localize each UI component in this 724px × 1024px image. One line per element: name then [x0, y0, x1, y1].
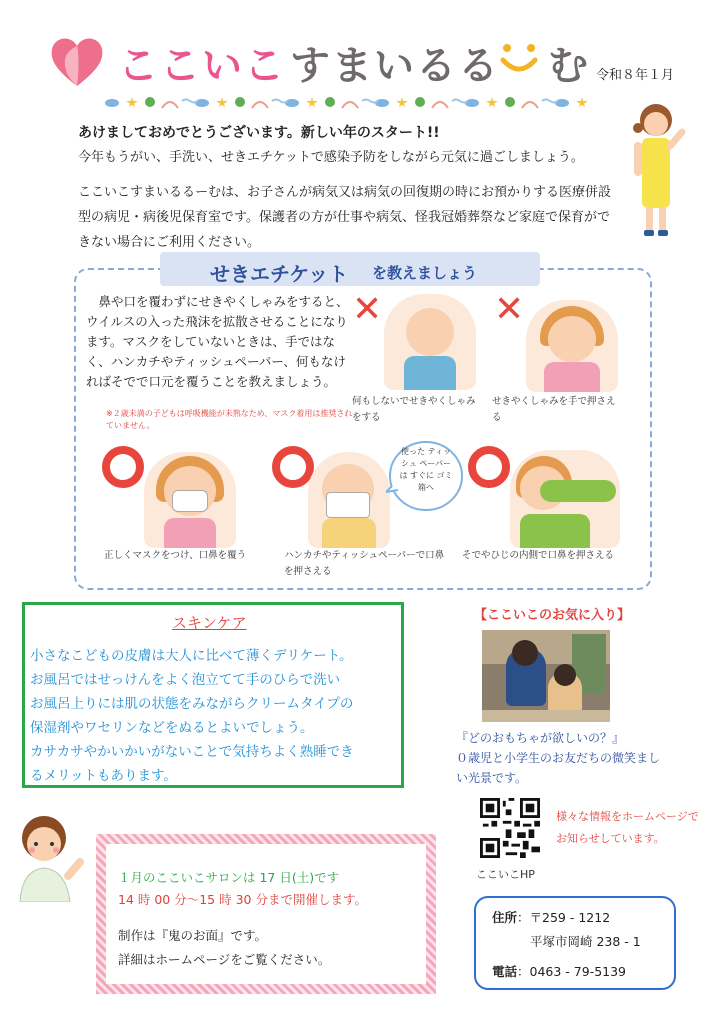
caption-good-3: そでやひじの内側で口鼻を押さえる — [462, 550, 615, 561]
intro-paragraph: ここいこすまいるるーむは、お子さんが病気又は病気の回復期の時にお預かりする医療併設型の病児・病後児保育室です。保護者の方が仕事や病気、怪我冠婚葬祭など家庭で保育ができない場合にご利用ください。 — [78, 185, 612, 250]
skincare-title: スキンケア — [172, 614, 247, 632]
phone-label: 電話 — [492, 964, 518, 979]
address-line — [492, 908, 610, 926]
sleeve-covering-child-illustration — [510, 450, 620, 548]
circle-mark-icon — [272, 446, 314, 488]
homepage-text: 様々な情報をホームページでお知らせしています。 — [556, 810, 699, 845]
skincare-line: お風呂ではせっけんをよく泡立てて手のひらで洗い — [30, 672, 341, 688]
issue-date: 令和８年１月 — [596, 68, 675, 83]
woman-waving-illustration-icon — [14, 812, 88, 902]
caption-good-1: 正しくマスクをつけ、口鼻を覆う — [104, 550, 247, 561]
decorative-border-icon — [104, 96, 604, 110]
greeting-text: 今年もうがい、手洗い、せきエチケットで感染予防をしながら元気に過ごしましょう。 — [78, 150, 584, 165]
etiquette-subtitle: を教えましょう — [372, 264, 478, 282]
handkerchief-child-illustration — [308, 452, 390, 548]
skincare-line: 小さなこどもの皮膚は大人に比べて薄くデリケート。 — [30, 648, 353, 664]
salon-details: 詳細はホームページをご覧ください。 — [118, 952, 331, 967]
favorite-caption-title: 『どのおもちゃが欲しいの？』 — [456, 731, 625, 745]
greeting-headline: あけましておめでとうございます。新しい年のスタート!! — [78, 125, 440, 141]
caption-good-2: ハンカチやティッシュペーパーで口鼻を押さえる — [284, 550, 445, 577]
skincare-line: るメリットもあります。 — [30, 768, 177, 784]
salon-date: １月のここいこサロンは 17 日(土)です — [118, 870, 340, 885]
homepage-label: ここいこHP — [476, 868, 535, 881]
salon-time: 14 時 00 分～15 時 30 分まで開催します。 — [118, 892, 367, 907]
address-city: 平塚市岡崎 238 - 1 — [530, 934, 641, 949]
salon-craft: 制作は『鬼のお面』です。 — [118, 928, 268, 943]
skincare-line: カサカサやかいかいがないことで気持ちよく熟睡でき — [30, 744, 354, 760]
address-label: 住所 — [492, 910, 518, 925]
hand-covering-child-illustration — [526, 300, 618, 392]
phone-line — [492, 962, 626, 980]
phone-number[interactable]: ：0463 - 79-5139 — [517, 964, 627, 979]
speech-bubble-text: 使った ティッシュ ペーパーは すぐに ゴミ箱へ — [399, 447, 453, 492]
qr-code-icon[interactable] — [480, 798, 540, 858]
circle-mark-icon — [468, 446, 510, 488]
title-end: む — [548, 43, 588, 89]
favorite-caption-text: ０歳児と小学生のお友だちの微笑ましい光景です。 — [456, 751, 661, 785]
caption-bad-1: 何もしないでせきやくしゃみをする — [352, 396, 476, 423]
heart-logo-icon — [48, 32, 106, 90]
title-main: ここいこ — [118, 43, 286, 89]
etiquette-note: ※２歳未満の子どもは呼吸機能が未熟なため、マスク着用は推奨されていません。 — [106, 409, 353, 430]
caption-bad-2: せきやくしゃみを手で押さえる — [492, 396, 616, 423]
x-mark-icon: ✕ — [352, 289, 383, 330]
favorite-photo — [482, 630, 610, 722]
skincare-line: お風呂上りには肌の状態をみながらクリームタイプの — [30, 696, 354, 712]
etiquette-body: 鼻や口を覆わずにせきやくしゃみをすると、ウイルスの入った飛沫を拡散させることになります。マスクをしていないときは、手ではなく、ハンカチやティッシュペーパー、何もなければそでで口元を覆うことを教えましょう。 — [86, 294, 349, 389]
postal-code: ：〒259 - 1212 — [517, 910, 611, 925]
skincare-line: 保湿剤やワセリンなどをぬるとよいでしょう。 — [30, 720, 314, 736]
favorite-caption — [456, 728, 668, 788]
girl-apron-illustration-icon — [624, 96, 688, 246]
smile-icon — [497, 40, 541, 80]
circle-mark-icon — [102, 446, 144, 488]
favorite-title: 【ここいこのお気に入り】 — [474, 608, 631, 623]
skincare-body — [30, 644, 398, 788]
sneezing-child-illustration — [384, 294, 476, 390]
title-sub: すまいるる — [290, 43, 500, 89]
etiquette-title: せきエチケット — [210, 262, 349, 286]
x-mark-icon: ✕ — [494, 289, 525, 330]
masked-child-illustration — [144, 452, 236, 548]
